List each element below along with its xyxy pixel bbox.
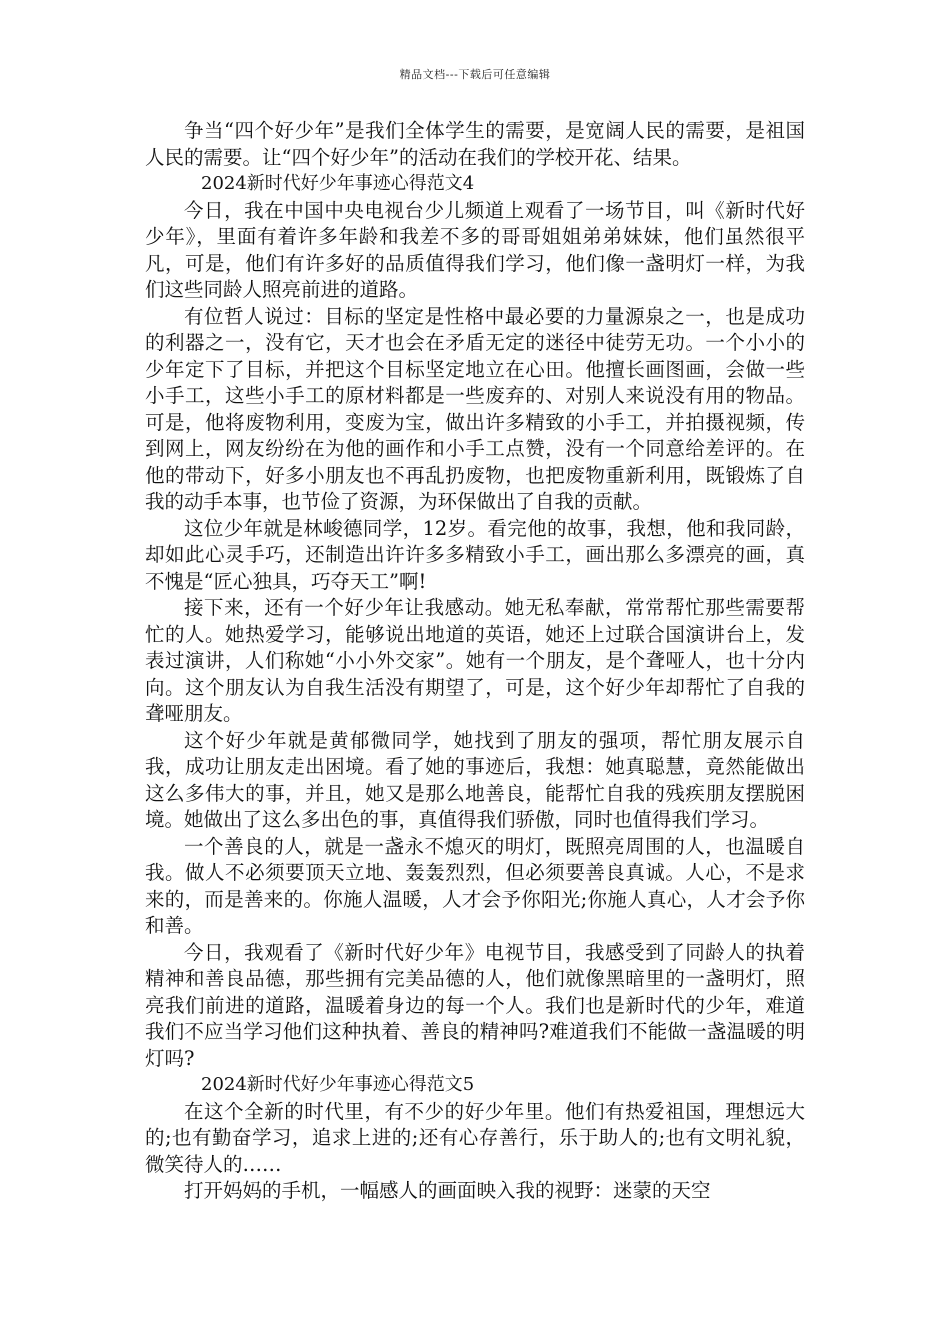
paragraph: 争当“四个好少年”是我们全体学生的需要，是宽阔人民的需要，是祖国人民的需要。让“四个好少年”的活动在我们的学校开花、结果。: [145, 119, 805, 169]
paragraph: 打开妈妈的手机，一幅感人的画面映入我的视野：迷蒙的天空: [184, 1179, 711, 1202]
paragraph: 接下来，还有一个好少年让我感动。她无私奉献，常常帮忙那些需要帮忙的人。她热爱学习，能够说出地道的英语，她还上过联合国演讲台上，发表过演讲，人们称她“小小外交家”。她有一个朋友，是个聋哑人，也十分内向。这个朋友认为自我生活没有期望了，可是，这个好少年却帮忙了自我的聋哑朋友。: [145, 596, 805, 725]
section-heading: 2024新时代好少年事迹心得范文5: [201, 1074, 475, 1095]
paragraph: 这位少年就是林峻德同学，12岁。看完他的故事，我想，他和我同龄，却如此心灵手巧，还制造出许许多多精致小手工，画出那么多漂亮的画，真不愧是“匠心独具，巧夺天工”啊!: [145, 516, 805, 593]
paragraph: 在这个全新的时代里，有不少的好少年里。他们有热爱祖国，理想远大的;也有勤奋学习，追求上进的;还有心存善行，乐于助人的;也有文明礼貌，微笑待人的……: [145, 1099, 805, 1176]
paragraph: 今日，我观看了《新时代好少年》电视节目，我感受到了同龄人的执着精神和善良品德，那些拥有完美品德的人，他们就像黑暗里的一盏明灯，照亮我们前进的道路，温暖着身边的每一个人。我们也是新时代的少年，难道我们不应当学习他们这种执着、善良的精神吗?难道我们不能做一盏温暖的明灯吗?: [145, 940, 805, 1070]
paragraph: 今日，我在中国中央电视台少儿频道上观看了一场节目，叫《新时代好少年》，里面有着许多年龄和我差不多的哥哥姐姐弟弟妹妹，他们虽然很平凡，可是，他们有许多好的品质值得我们学习，他们像一盏明灯一样，为我们这些同龄人照亮前进的道路。: [145, 198, 805, 301]
document-body: [145, 118, 805, 1205]
paragraph: 这个好少年就是黄郁微同学，她找到了朋友的强项，帮忙朋友展示自我，成功让朋友走出困境。看了她的事迹后，我想：她真聪慧，竟然能做出这么多伟大的事，并且，她又是那么地善良，能帮忙自我的残疾朋友摆脱困境。她做出了这么多出色的事，真值得我们骄傲，同时也值得我们学习。: [145, 728, 805, 831]
paragraph: 有位哲人说过：目标的坚定是性格中最必要的力量源泉之一，也是成功的利器之一，没有它，天才也会在矛盾无定的迷径中徒劳无功。一个小小的少年定下了目标，并把这个目标坚定地立在心田。他擅长画图画，会做一些小手工，这些小手工的原材料都是一些废弃的、对别人来说没有用的物品。可是，他将废物利用，变废为宝，做出许多精致的小手工，并拍摄视频，传到网上，网友纷纷在为他的画作和小手工点赞，没有一个同意给差评的。在他的带动下，好多小朋友也不再乱扔废物，也把废物重新利用，既锻炼了自我的动手本事，也节俭了资源，为环保做出了自我的贡献。: [145, 304, 805, 513]
section-heading: 2024新时代好少年事迹心得范文4: [201, 173, 475, 194]
page-header: 精品文档---下载后可任意编辑: [399, 68, 551, 81]
paragraph: 一个善良的人，就是一盏永不熄灭的明灯，既照亮周围的人，也温暖自我。做人不必须要顶天立地、轰轰烈烈，但必须要善良真诚。人心，不是求来的，而是善来的。你施人温暖，人才会予你阳光;你施人真心，人才会予你和善。: [145, 834, 805, 937]
